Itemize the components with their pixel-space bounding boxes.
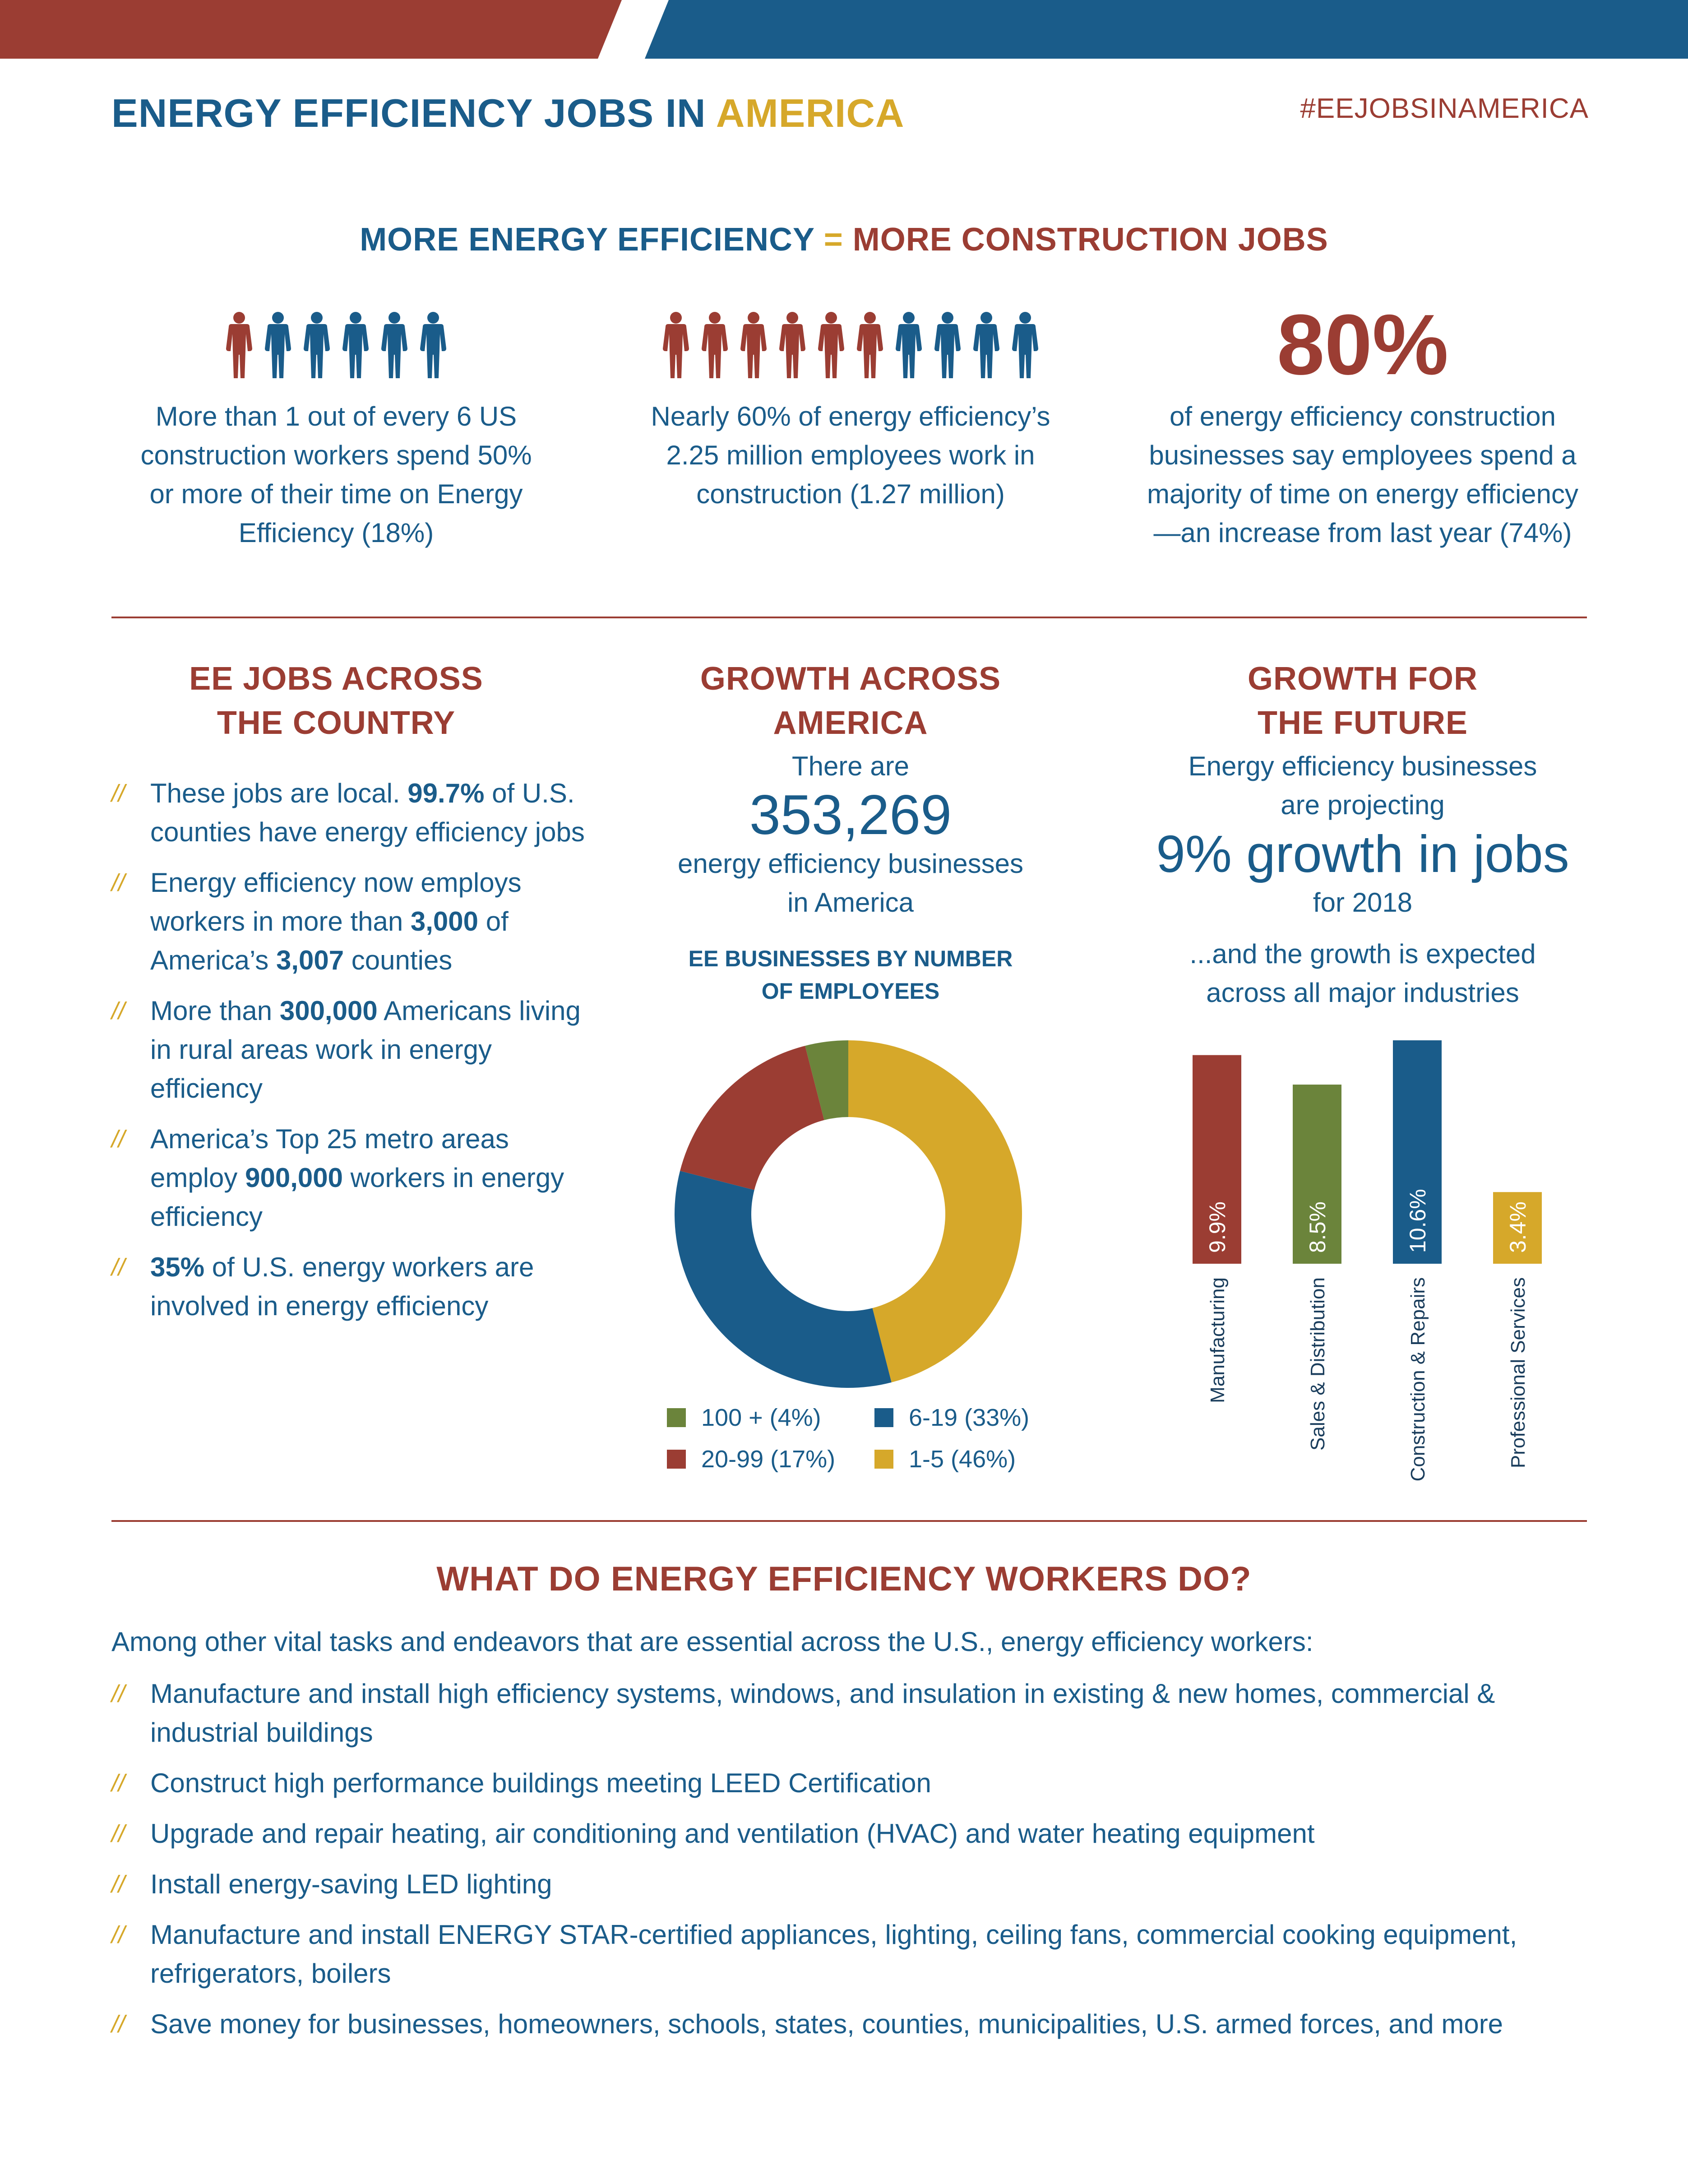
bar-value-label: 8.5% [1305, 1201, 1330, 1253]
bullet-bold: 3,007 [276, 945, 344, 975]
legend-label: 6-19 (33%) [909, 1404, 1030, 1431]
list-item-text: Construct high performance buildings meeting LEED Certification [150, 1768, 931, 1798]
growth-across-title [632, 657, 1069, 745]
person-icon [855, 311, 885, 379]
donut-chart [668, 1034, 1029, 1395]
growth-future-line-5: across all major industries [1206, 978, 1519, 1008]
person-icon [379, 311, 409, 379]
list-item [111, 1764, 1600, 1803]
growth-across-post-2: in America [787, 887, 914, 918]
list-item-text: Manufacture and install ENERGY STAR-certified appliances, lighting, ceiling fans, commercial cooking equipment, refrigerators, boilers [150, 1920, 1517, 1989]
list-item [111, 2005, 1600, 2044]
bullet-text: Americans living in rural areas work in energy efficiency [150, 996, 581, 1104]
workers-title: WHAT DO ENERGY EFFICIENCY WORKERS DO? [436, 1560, 1252, 1598]
bullet-mark: // [111, 1820, 125, 1847]
people-icons-1 [153, 311, 519, 379]
person-icon [1010, 311, 1040, 379]
bullet-text: Energy efficiency now employs workers in more than [150, 867, 522, 937]
legend-swatch [667, 1408, 686, 1427]
workers-list [111, 1674, 1600, 2055]
growth-future-line-1: Energy efficiency businesses [1188, 751, 1537, 781]
divider-2 [111, 1520, 1587, 1522]
donut-slice-20-99 [680, 1046, 824, 1190]
bullet-text: counties [351, 945, 453, 975]
bullet-mark: // [111, 997, 125, 1025]
people-icons-2 [623, 311, 1078, 379]
stat-big-number: 80% [1276, 297, 1449, 393]
hashtag: #EEJOBSINAMERICA [1300, 93, 1589, 124]
jobs-across-title-line-2: THE COUNTRY [217, 705, 456, 741]
bullet-bold: 99.7% [407, 778, 485, 808]
bullet-bold: 900,000 [245, 1163, 343, 1193]
list-item [111, 992, 585, 1108]
bullet-text: of America’s [150, 906, 509, 975]
construction-title-eq: = [823, 222, 843, 258]
list-item-text: Upgrade and repair heating, air conditioning and ventilation (HVAC) and water heating equipment [150, 1818, 1315, 1849]
bullet-text: workers in energy efficiency [150, 1163, 564, 1232]
bullet-text: These jobs are local. [150, 778, 400, 808]
construction-title-part-1: MORE ENERGY EFFICIENCY [360, 222, 814, 258]
list-item [111, 774, 585, 852]
legend-item-100 [667, 1404, 856, 1432]
bullet-mark: // [111, 1126, 125, 1153]
title-part-1: ENERGY EFFICIENCY JOBS IN [111, 91, 706, 135]
list-item [111, 1814, 1600, 1853]
donut-slice-6-19 [675, 1171, 892, 1388]
growth-future-line-2: are projecting [1281, 790, 1445, 820]
list-item-text: Install energy-saving LED lighting [150, 1869, 552, 1899]
person-icon [224, 311, 254, 379]
person-icon [263, 311, 293, 379]
stat-text-2: Nearly 60% of energy efficiency’s 2.25 million employees work in construction (1.27 million) [651, 401, 1050, 509]
growth-future-line-4: ...and the growth is expected [1189, 939, 1536, 969]
person-icon [418, 311, 448, 379]
person-icon [933, 311, 962, 379]
legend-label: 100 + (4%) [701, 1404, 821, 1431]
growth-future-title-line-2: THE FUTURE [1258, 705, 1468, 741]
donut-legend [667, 1404, 1064, 1473]
bullet-mark: // [111, 1254, 125, 1281]
growth-future-title [1142, 657, 1584, 745]
businesses-count: 353,269 [749, 784, 952, 846]
person-icon [661, 311, 691, 379]
stat-text-3: of energy efficiency construction businesses say employees spend a majority of time on energy efficiency—an increase from last year (74%) [1147, 401, 1578, 548]
person-icon [894, 311, 924, 379]
person-icon [739, 311, 768, 379]
bullet-mark: // [111, 2011, 125, 2038]
person-icon [341, 311, 370, 379]
jobs-across-title [135, 657, 537, 745]
list-item [111, 1674, 1600, 1752]
legend-swatch [874, 1450, 893, 1469]
bullet-text: of U.S. energy workers are involved in energy efficiency [150, 1252, 534, 1321]
bullet-mark: // [111, 780, 125, 807]
title-part-2: AMERICA [716, 91, 905, 135]
construction-title [0, 221, 1688, 258]
list-item [111, 1248, 585, 1326]
jobs-across-title-line-1: EE JOBS ACROSS [189, 661, 483, 697]
bullet-mark: // [111, 1871, 125, 1898]
person-icon [777, 311, 807, 379]
workers-intro: Among other vital tasks and endeavors that are essential across the U.S., energy efficiency workers: [111, 1627, 1313, 1657]
bullet-bold: 35% [150, 1252, 205, 1282]
bullet-text: America’s Top 25 metro areas employ [150, 1124, 509, 1193]
growth-across-title-line-1: GROWTH ACROSS [700, 661, 1001, 697]
stat-text-1: More than 1 out of every 6 US construction workers spend 50% or more of their time on Energy Efficiency (18%) [140, 401, 532, 548]
legend-swatch [667, 1450, 686, 1469]
person-icon [700, 311, 730, 379]
bar-value-label: 10.6% [1405, 1189, 1430, 1253]
growth-future-body [1119, 747, 1606, 1012]
growth-across-post-1: energy efficiency businesses [678, 849, 1023, 879]
donut-title-line-1: EE BUSINESSES BY NUMBER [688, 946, 1013, 971]
growth-across-body [632, 747, 1069, 922]
growth-across-title-line-2: AMERICA [773, 705, 928, 741]
growth-future-title-line-1: GROWTH FOR [1248, 661, 1478, 697]
bullet-mark: // [111, 1770, 125, 1797]
bullet-bold: 3,000 [410, 906, 479, 937]
bullet-mark: // [111, 869, 125, 896]
bar-category-label: Manufacturing [1207, 1277, 1229, 1403]
construction-title-part-2: MORE CONSTRUCTION JOBS [852, 222, 1328, 258]
donut-chart-title [632, 942, 1069, 1007]
bar-category-label: Sales & Distribution [1307, 1277, 1329, 1451]
bullet-mark: // [111, 1921, 125, 1948]
top-banner-stripes [0, 0, 1688, 59]
bar-category-label: Construction & Repairs [1407, 1277, 1429, 1482]
bullet-text: of U.S. counties have energy efficiency jobs [150, 778, 585, 847]
bar-chart [1173, 1029, 1602, 1498]
bar-category-label: Professional Services [1507, 1277, 1529, 1469]
legend-label: 1-5 (46%) [909, 1446, 1016, 1473]
list-item-text: Manufacture and install high efficiency systems, windows, and insulation in existing & new homes, commercial & industrial buildings [150, 1679, 1495, 1748]
bullet-bold: 300,000 [279, 996, 378, 1026]
growth-future-line-3: for 2018 [1313, 887, 1413, 918]
person-icon [971, 311, 1001, 379]
legend-item-20-99 [667, 1445, 856, 1473]
growth-across-pre: There are [791, 751, 910, 781]
legend-item-1-5 [874, 1445, 1064, 1473]
bar-value-label: 9.9% [1205, 1201, 1230, 1253]
person-icon [302, 311, 332, 379]
list-item [111, 863, 585, 980]
legend-item-6-19 [874, 1404, 1064, 1432]
jobs-across-list [111, 774, 585, 1337]
bullet-text: More than [150, 996, 273, 1026]
list-item [111, 1915, 1600, 1993]
donut-title-line-2: OF EMPLOYEES [761, 978, 940, 1004]
legend-swatch [874, 1408, 893, 1427]
divider-1 [111, 617, 1587, 618]
page-title [111, 90, 904, 136]
list-item [111, 1120, 585, 1236]
growth-percent: 9% growth in jobs [1156, 825, 1569, 883]
bullet-mark: // [111, 1680, 125, 1707]
legend-label: 20-99 (17%) [701, 1446, 836, 1473]
bar-value-label: 3.4% [1505, 1201, 1531, 1253]
person-icon [816, 311, 846, 379]
list-item-text: Save money for businesses, homeowners, schools, states, counties, municipalities, U.S. armed forces, and more [150, 2009, 1503, 2039]
list-item [111, 1865, 1600, 1904]
